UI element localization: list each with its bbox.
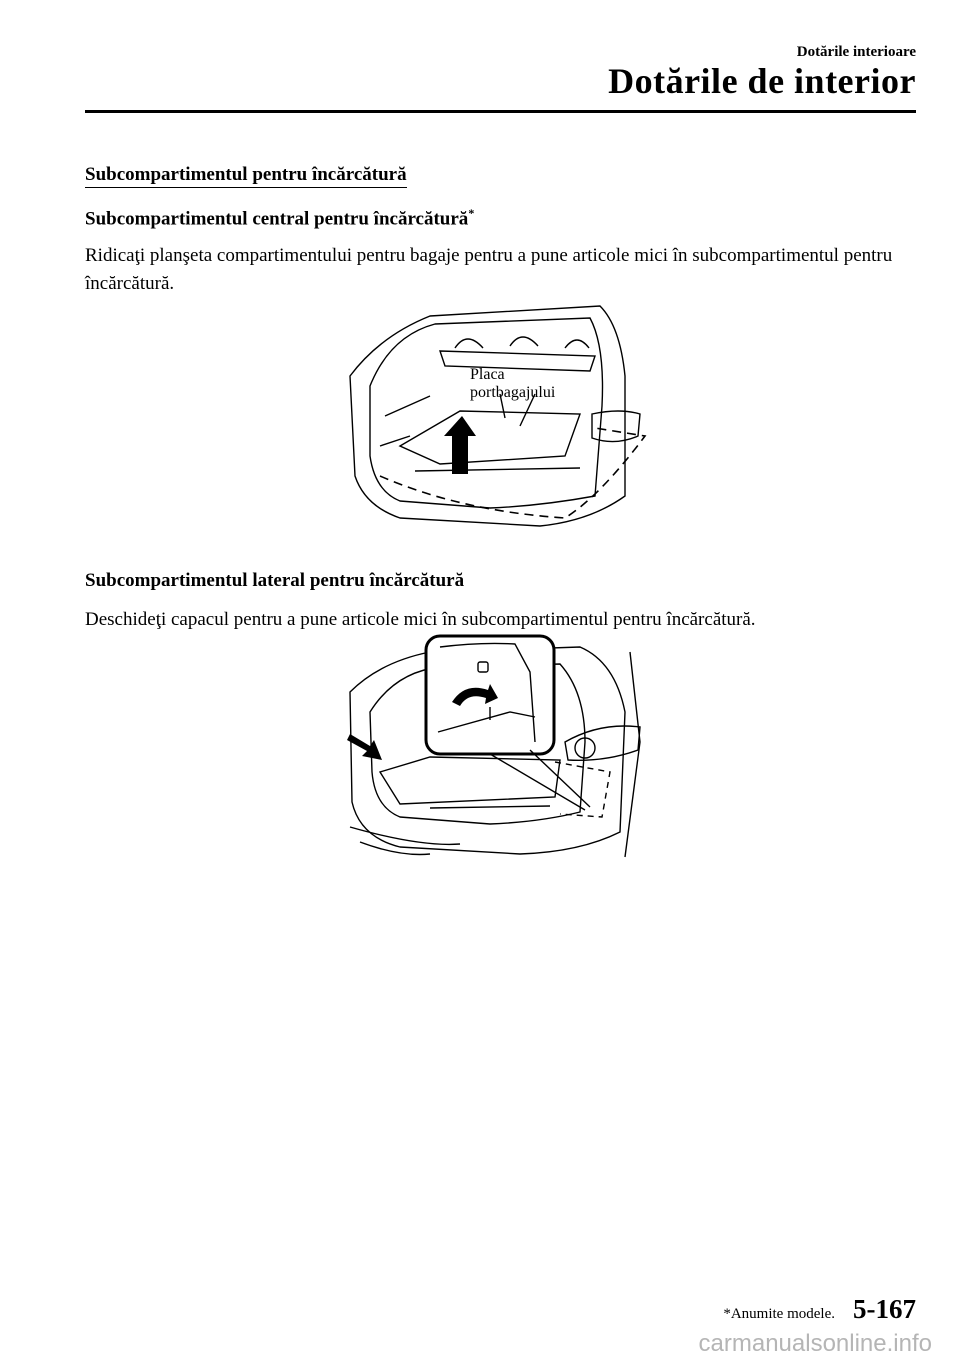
subsection-central-text: Ridicaţi planşeta compartimentului pentru bagaje pentru a pune articole mici în subcompartimentul pentru încărcătură.: [85, 245, 893, 294]
trunk-illustration-central: [340, 296, 650, 536]
figure-lateral-cargo: [340, 632, 665, 864]
header-rule: [85, 110, 916, 113]
page-number: 5-167: [853, 1294, 916, 1324]
watermark: carmanualsonline.info: [698, 1330, 932, 1357]
trunk-illustration-lateral: [340, 632, 665, 864]
subsection-central-title: [85, 206, 474, 230]
footnote: *Anumite modele.: [723, 1306, 835, 1322]
subsection-central-title-text: Subcompartimentul central pentru încărcătură: [85, 208, 469, 230]
figure-central-cargo: [340, 296, 650, 536]
optional-marker: *: [468, 206, 475, 220]
header-section-label: Dotările interioare: [796, 44, 916, 60]
fig1-label-line2: portbagajului: [470, 384, 556, 401]
fig1-label-line1: Placa: [470, 366, 505, 383]
subsection-lateral-title: Subcompartimentul lateral pentru încărcătură: [85, 570, 465, 591]
subsection-lateral-text: Deschideţi capacul pentru a pune articole mici în subcompartimentul pentru încărcătură.: [85, 609, 756, 630]
section-title: Subcompartimentul pentru încărcătură: [85, 164, 407, 188]
header-chapter-title: Dotările de interior: [608, 61, 916, 101]
